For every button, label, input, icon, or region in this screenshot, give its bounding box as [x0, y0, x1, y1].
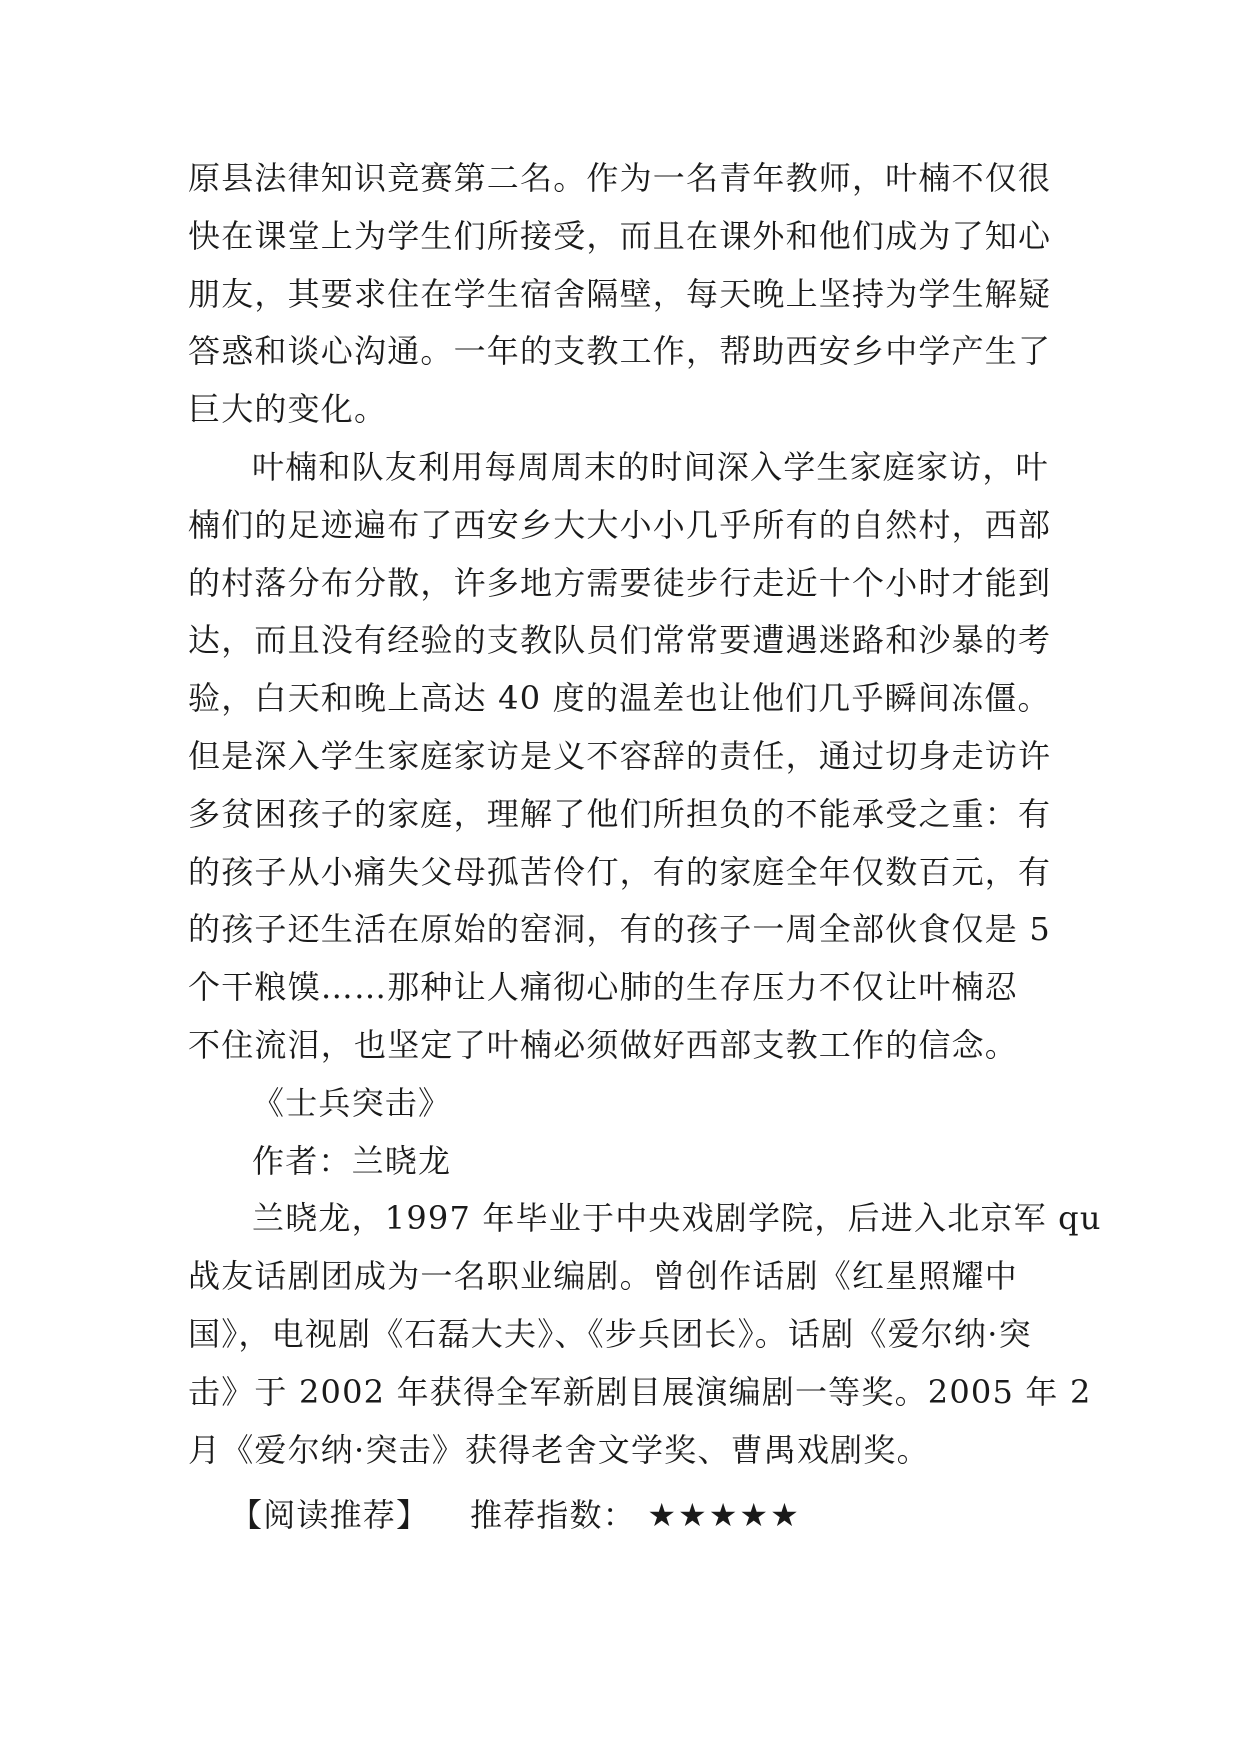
text-line: 巨大的变化。	[188, 390, 388, 429]
document-page	[188, 150, 1102, 1545]
text-line: 战友话剧团成为一名职业编剧。曾创作话剧《红星照耀中	[188, 1257, 1019, 1296]
recommendation-index-label: 推荐指数：	[469, 1496, 636, 1535]
text-line: 验，白天和晚上高达 40 度的温差也让他们几乎瞬间冻僵。	[188, 679, 1051, 718]
text-line: 国》，电视剧《石磊大夫》、《步兵团长》。话剧《爱尔纳·突	[188, 1314, 1032, 1353]
text-line: 多贫困孩子的家庭，理解了他们所担负的不能承受之重：有	[188, 794, 1052, 833]
paragraph-home-visits	[188, 439, 1054, 1075]
paragraph-author-bio	[188, 1190, 1102, 1479]
recommendation-label: 【阅读推荐】	[230, 1496, 430, 1535]
text-line: 兰晓龙，1997 年毕业于中央戏剧学院，后进入北京军 qu	[252, 1199, 1102, 1238]
rating-stars: ★★★★★	[647, 1496, 801, 1535]
text-line: 不住流泪，也坚定了叶楠必须做好西部支教工作的信念。	[188, 1025, 1019, 1064]
text-line: 达，而且没有经验的支教队员们常常要遭遇迷路和沙暴的考	[188, 621, 1052, 660]
text-line: 的村落分布分散，许多地方需要徒步行走近十个小时才能到	[188, 563, 1052, 602]
text-line: 朋友，其要求住在学生宿舍隔壁，每天晚上坚持为学生解疑	[188, 274, 1052, 313]
book-title	[188, 1075, 1054, 1133]
book-author-text: 作者：兰晓龙	[252, 1141, 452, 1180]
book-author	[188, 1133, 1054, 1191]
text-line: 但是深入学生家庭家访是义不容辞的责任，通过切身走访许	[188, 736, 1052, 775]
text-line: 击》于 2002 年获得全军新剧目展演编剧一等奖。2005 年 2	[188, 1372, 1092, 1411]
text-line: 的孩子还生活在原始的窑洞，有的孩子一周全部伙食仅是 5	[188, 910, 1051, 949]
paragraph-support-teaching-end	[188, 150, 1054, 439]
text-line: 楠们的足迹遍布了西安乡大大小小几乎所有的自然村，西部	[188, 505, 1052, 544]
text-line: 叶楠和队友利用每周周末的时间深入学生家庭家访，叶	[252, 447, 1049, 486]
recommendation-line	[188, 1487, 1054, 1545]
text-line: 月《爱尔纳·突击》获得老舍文学奖、曹禺戏剧奖。	[188, 1430, 930, 1469]
book-title-text: 《士兵突击》	[252, 1083, 452, 1122]
text-line: 快在课堂上为学生们所接受，而且在课外和他们成为了知心	[188, 216, 1052, 255]
text-line: 的孩子从小痛失父母孤苦伶仃，有的家庭全年仅数百元，有	[188, 852, 1052, 891]
text-line: 个干粮馍……那种让人痛彻心肺的生存压力不仅让叶楠忍	[188, 968, 1019, 1007]
text-line: 原县法律知识竞赛第二名。作为一名青年教师，叶楠不仅很	[188, 159, 1052, 197]
text-line: 答惑和谈心沟通。一年的支教工作，帮助西安乡中学产生了	[188, 332, 1052, 371]
